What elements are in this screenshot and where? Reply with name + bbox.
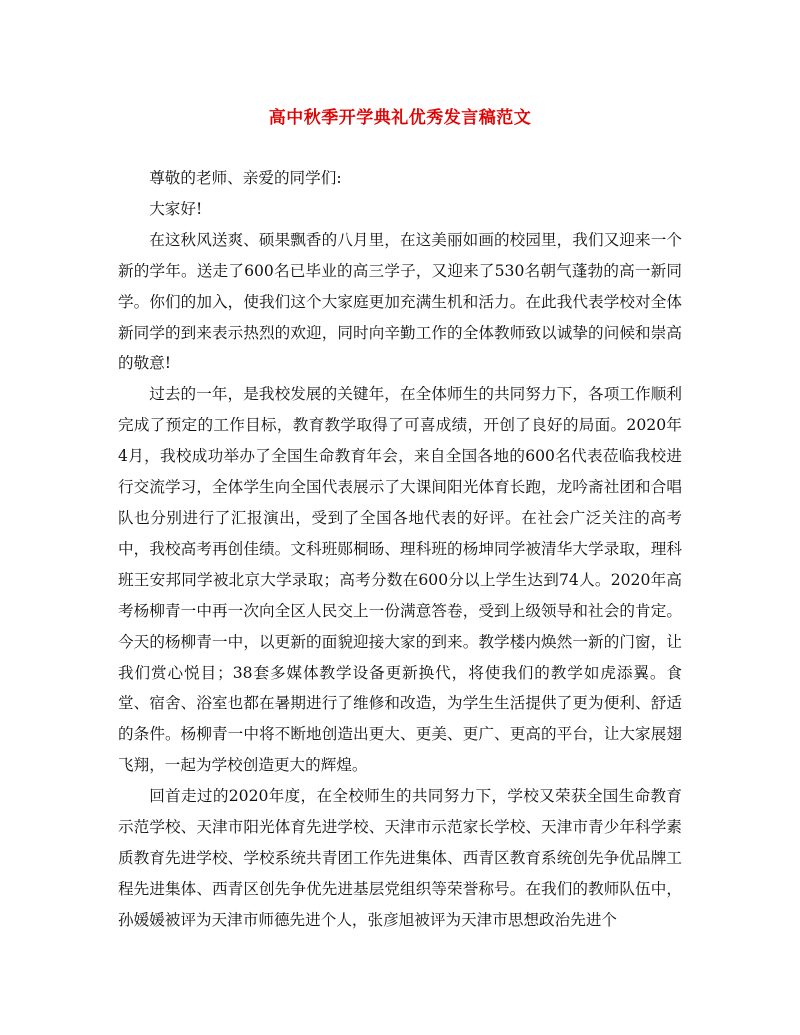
salutation-paragraph: 尊敬的老师、亲爱的同学们: [149,169,342,187]
document-title: 高中秋季开学典礼优秀发言稿范文 [268,108,532,128]
document-body [118,163,682,936]
body-paragraph: 在这秋风送爽、硕果飘香的八月里，在这美丽如画的校园里，我们又迎来一个新的学年。送走了600名已毕业的高三学子，又迎来了530名朝气蓬勃的高一新同学。你们的加入，使我们这个大家庭更加充满生机和活力。在此我代表学校对全体新同学的到来表示热烈的欢迎，同时向辛勤工作的全体教师致以诚挚的问候和崇高的敬意! [118,230,682,373]
body-paragraph: 过去的一年，是我校发展的关键年，在全体师生的共同努力下，各项工作顺利完成了预定的工作目标，教育教学取得了可喜成绩，开创了良好的局面。2020年4月，我校成功举办了全国生命教育年会，来自全国各地的600名代表莅临我校进行交流学习，全体学生向全国代表展示了大课间阳光体育长跑，龙吟斋社团和合唱队也分别进行了汇报演出，受到了全国各地代表的好评。在社会广泛关注的高考中，我校高考再创佳绩。文科班郧桐旸、理科班的杨坤同学被清华大学录取，理科班王安邦同学被北京大学录取；高考分数在600分以上学生达到74人。2020年高考杨柳青一中再一次向全区人民交上一份满意答卷，受到上级领导和社会的肯定。今天的杨柳青一中，以更新的面貌迎接大家的到来。教学楼内焕然一新的门窗，让我们赏心悦目；38套多媒体教学设备更新换代，将使我们的教学如虎添翼。食堂、宿舍、浴室也都在暑期进行了维修和改造，为学生生活提供了更为便利、舒适的条件。杨柳青一中将不断地创造出更大、更美、更广、更高的平台，让大家展翅飞翔，一起为学校创造更大的辉煌。 [118,385,682,775]
body-paragraph: 回首走过的2020年度，在全校师生的共同努力下，学校又荣获全国生命教育示范学校、天津市阳光体育先进学校、天津市示范家长学校、天津市青少年科学素质教育先进学校、学校系统共青团工作先进集体、西青区教育系统创先争优品牌工程先进集体、西青区创先争优先进基层党组织等荣誉称号。在我们的教师队伍中，孙媛媛被评为天津市师德先进个人，张彦旭被评为天津市思想政治先进个 [118,787,682,929]
greeting-paragraph: 大家好! [149,199,203,218]
